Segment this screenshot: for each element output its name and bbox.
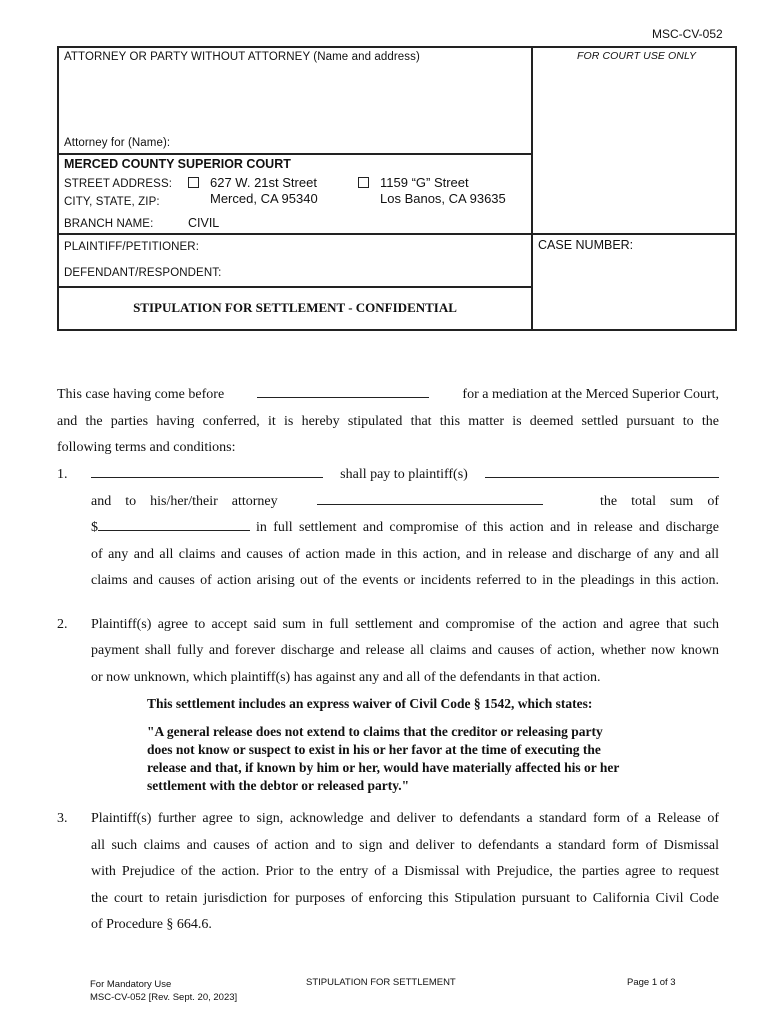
waiver-heading: This settlement includes an express waiver of Civil Code § 1542, which states:	[147, 696, 593, 711]
merced-location-checkbox[interactable]	[188, 177, 199, 188]
settlement-amount-blank[interactable]	[98, 516, 250, 531]
document-title: STIPULATION FOR SETTLEMENT - CONFIDENTIAL	[133, 300, 457, 315]
branch-name-label: BRANCH NAME:	[64, 218, 154, 230]
attorney-for-field[interactable]	[180, 135, 525, 151]
location1-city: Merced, CA 95340	[210, 191, 318, 206]
item1-line-2	[91, 489, 719, 516]
item1-text-total-sum: the total sum of	[600, 494, 719, 509]
defendant-label: DEFENDANT/RESPONDENT:	[64, 267, 222, 279]
page-number: Page 1 of 3	[627, 977, 676, 988]
item2-line-2: payment shall fully and forever discharge and release all claims and causes of action, whether now known	[91, 643, 719, 658]
street-address-label: STREET ADDRESS:	[64, 178, 173, 190]
case-number-field[interactable]	[538, 256, 732, 326]
footer-title: STIPULATION FOR SETTLEMENT	[306, 977, 456, 988]
item1-text-attorney: and to his/her/their attorney	[91, 494, 278, 509]
quote-line-4: settlement with the debtor or released party."	[147, 778, 410, 793]
form-code: MSC-CV-052	[652, 27, 723, 41]
intro-text-a: This case having come before	[57, 387, 225, 402]
item1-line-4: of any and all claims and causes of action made in this action, and in release and discharge of any and all	[91, 547, 719, 562]
plaintiff-payee-blank[interactable]	[485, 463, 719, 478]
plaintiff-label: PLAINTIFF/PETITIONER:	[64, 241, 200, 253]
item2-line-3: or now unknown, which plaintiff(s) has against any and all of the defendants in that action.	[91, 670, 601, 685]
attorney-name-address-field[interactable]	[60, 66, 528, 136]
quote-line-2: does not know or suspect to exist in his or her favor at the time of executing the	[147, 742, 601, 757]
location2-street: 1159 “G” Street	[380, 175, 469, 190]
intro-line-1	[57, 382, 719, 409]
item2-line-1: Plaintiff(s) agree to accept said sum in full settlement and compromise of the action and agree that such	[91, 617, 719, 632]
item3-line-3: with Prejudice of the action. Prior to the entry of a Dismissal with Prejudice, the parties agree to request	[91, 864, 719, 879]
caption-divider	[531, 46, 533, 331]
attorney-label: ATTORNEY OR PARTY WITHOUT ATTORNEY (Name and address)	[64, 51, 420, 63]
defendant-field[interactable]	[220, 263, 525, 281]
item3-line-2: all such claims and causes of action and to sign and deliver to defendants a standard form of Dismissal	[91, 838, 719, 853]
quote-line-3: release and that, if known by him or her, would have materially affected his or her	[147, 760, 620, 775]
court-section-top-rule	[57, 153, 533, 155]
location1-street: 627 W. 21st Street	[210, 175, 317, 190]
attorney-blank[interactable]	[317, 490, 543, 505]
payer-blank[interactable]	[91, 463, 323, 478]
item1-number: 1.	[57, 467, 68, 482]
intro-line-2: and the parties having conferred, it is hereby stipulated that this matter is deemed settled pursuant to the	[57, 414, 719, 429]
intro-text-b: for a mediation at the Merced Superior Court,	[462, 387, 719, 402]
case-number-label: CASE NUMBER:	[538, 238, 634, 252]
item3-line-4: the court to retain jurisdiction for purposes of enforcing this Stipulation pursuant to California Civil Code	[91, 891, 719, 906]
court-name: MERCED COUNTY SUPERIOR COURT	[64, 157, 291, 171]
item1-line-5: claims and causes of action arising out of the events or incidents referred to in the pleadings in this action.	[91, 573, 719, 588]
intro-line-3: following terms and conditions:	[57, 440, 236, 455]
mediator-blank[interactable]	[257, 383, 429, 398]
item1-text-release: in full settlement and compromise of this action and in release and discharge	[256, 520, 719, 535]
item1-line-3	[91, 515, 719, 542]
city-state-zip-label: CITY, STATE, ZIP:	[64, 196, 160, 208]
parties-section-top-rule	[57, 233, 737, 235]
location2-city: Los Banos, CA 93635	[380, 191, 506, 206]
quote-line-1: "A general release does not extend to claims that the creditor or releasing party	[147, 724, 603, 739]
court-use-label: FOR COURT USE ONLY	[577, 50, 697, 62]
item2-number: 2.	[57, 617, 68, 632]
dollar-sign: $	[91, 520, 98, 535]
branch-name-value: CIVIL	[188, 216, 220, 230]
item3-line-1: Plaintiff(s) further agree to sign, acknowledge and deliver to defendants a standard form of a Release of	[91, 811, 719, 826]
item3-number: 3.	[57, 811, 68, 826]
footer-mandatory-use: For Mandatory Use	[90, 979, 172, 990]
footer-form-revision: MSC-CV-052 [Rev. Sept. 20, 2023]	[90, 992, 238, 1003]
title-section-top-rule	[57, 286, 533, 288]
los-banos-location-checkbox[interactable]	[358, 177, 369, 188]
attorney-for-label: Attorney for (Name):	[64, 137, 171, 149]
plaintiff-field[interactable]	[200, 238, 525, 256]
item1-text-pay: shall pay to plaintiff(s)	[340, 467, 468, 482]
court-use-area	[535, 66, 733, 231]
item1-line-1	[91, 462, 719, 489]
item3-line-5: of Procedure § 664.6.	[91, 917, 212, 932]
